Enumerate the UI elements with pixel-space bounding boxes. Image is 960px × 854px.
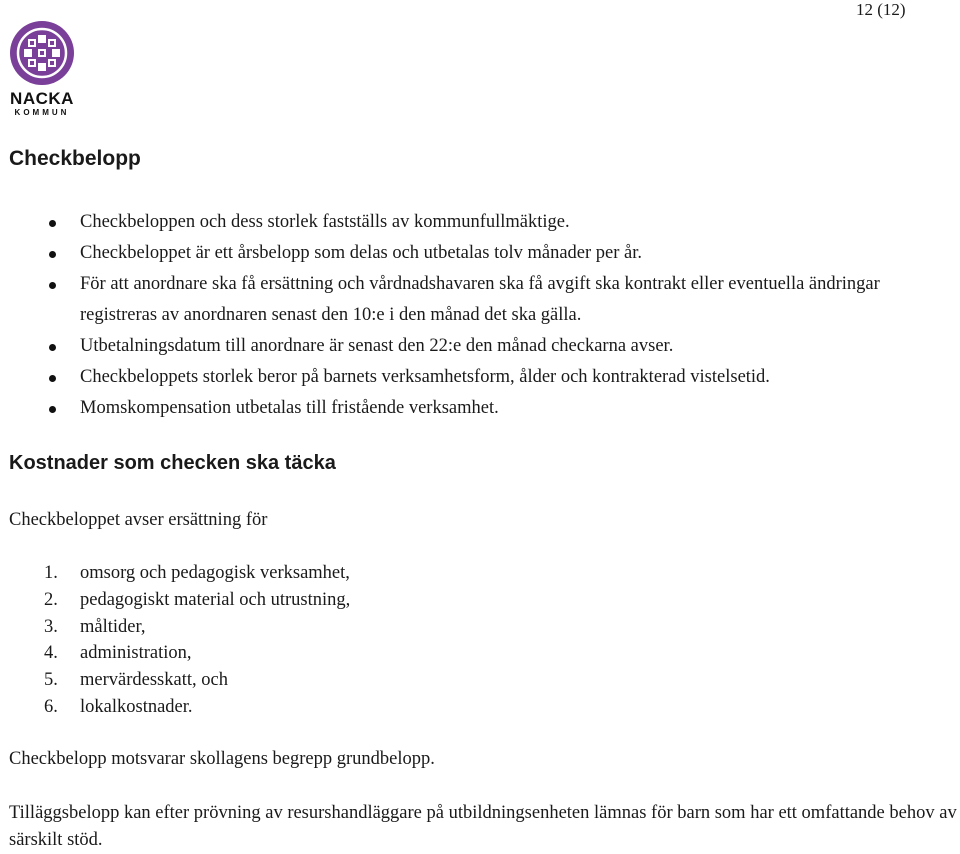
bullet-item — [0, 393, 955, 424]
section-title-checkbelopp: Checkbelopp — [9, 147, 141, 170]
bullet-icon — [49, 344, 56, 351]
bullet-item — [0, 269, 955, 331]
bullet-text: Utbetalningsdatum till anordnare är senast den 22:e den månad checkarna avser. — [80, 336, 674, 356]
bullet-icon — [49, 406, 56, 413]
bullet-item — [0, 207, 955, 238]
list-item — [0, 667, 350, 694]
list-number: 4. — [44, 643, 58, 664]
section-title-kostnader: Kostnader som checken ska täcka — [9, 452, 336, 474]
bullet-text: Checkbeloppets storlek beror på barnets verksamhetsform, ålder och kontrakterad vistelsetid. — [80, 367, 770, 387]
list-number: 1. — [44, 563, 58, 583]
list-number: 5. — [44, 670, 58, 691]
nacka-kommun-logo — [6, 20, 78, 120]
list-item — [0, 694, 350, 721]
bullet-text: För att anordnare ska få ersättning och vårdnadshavaren ska få avgift ska kontrakt eller eventuella ändringar registreras av anordnaren senast den 10:e i den månad det ska gälla. — [80, 274, 880, 325]
list-number: 3. — [44, 616, 58, 637]
bullet-item — [0, 362, 955, 393]
list-item — [0, 614, 350, 641]
bullet-text: Momskompensation utbetalas till fristående verksamhet. — [80, 398, 499, 418]
checkbelopp-bullet-list — [0, 207, 955, 424]
bullet-icon — [49, 220, 56, 227]
list-item — [0, 587, 350, 614]
list-text: måltider, — [80, 616, 146, 637]
bullet-icon — [49, 282, 56, 289]
list-text: mervärdesskatt, och — [80, 670, 228, 691]
list-item — [0, 560, 350, 587]
nacka-emblem-icon — [6, 20, 78, 90]
logo-name: NACKA — [10, 89, 74, 108]
list-item — [0, 640, 350, 667]
grundbelopp-paragraph: Checkbelopp motsvarar skollagens begrepp grundbelopp. — [9, 749, 435, 769]
bullet-icon — [49, 375, 56, 382]
tillaggsbelopp-paragraph: Tilläggsbelopp kan efter prövning av resurshandläggare på utbildningsenheten lämnas för barn som har ett omfattande behov av särskilt stöd. — [9, 803, 957, 850]
bullet-text: Checkbeloppet är ett årsbelopp som delas och utbetalas tolv månader per år. — [80, 243, 643, 263]
list-text: omsorg och pedagogisk verksamhet, — [80, 563, 350, 583]
cost-intro-text: Checkbeloppet avser ersättning för — [9, 510, 268, 530]
bullet-text: Checkbeloppen och dess storlek fastställs av kommunfullmäktige. — [80, 212, 570, 232]
cost-numbered-list — [0, 560, 350, 721]
list-number: 6. — [44, 696, 58, 717]
page-number: 12 (12) — [856, 0, 906, 19]
logo-subtitle: KOMMUN — [14, 108, 70, 117]
bullet-item — [0, 331, 955, 362]
bullet-item — [0, 238, 955, 269]
bullet-icon — [49, 251, 56, 258]
list-text: administration, — [80, 643, 192, 664]
list-text: pedagogiskt material och utrustning, — [80, 589, 351, 610]
list-text: lokalkostnader. — [80, 696, 193, 717]
list-number: 2. — [44, 589, 58, 610]
